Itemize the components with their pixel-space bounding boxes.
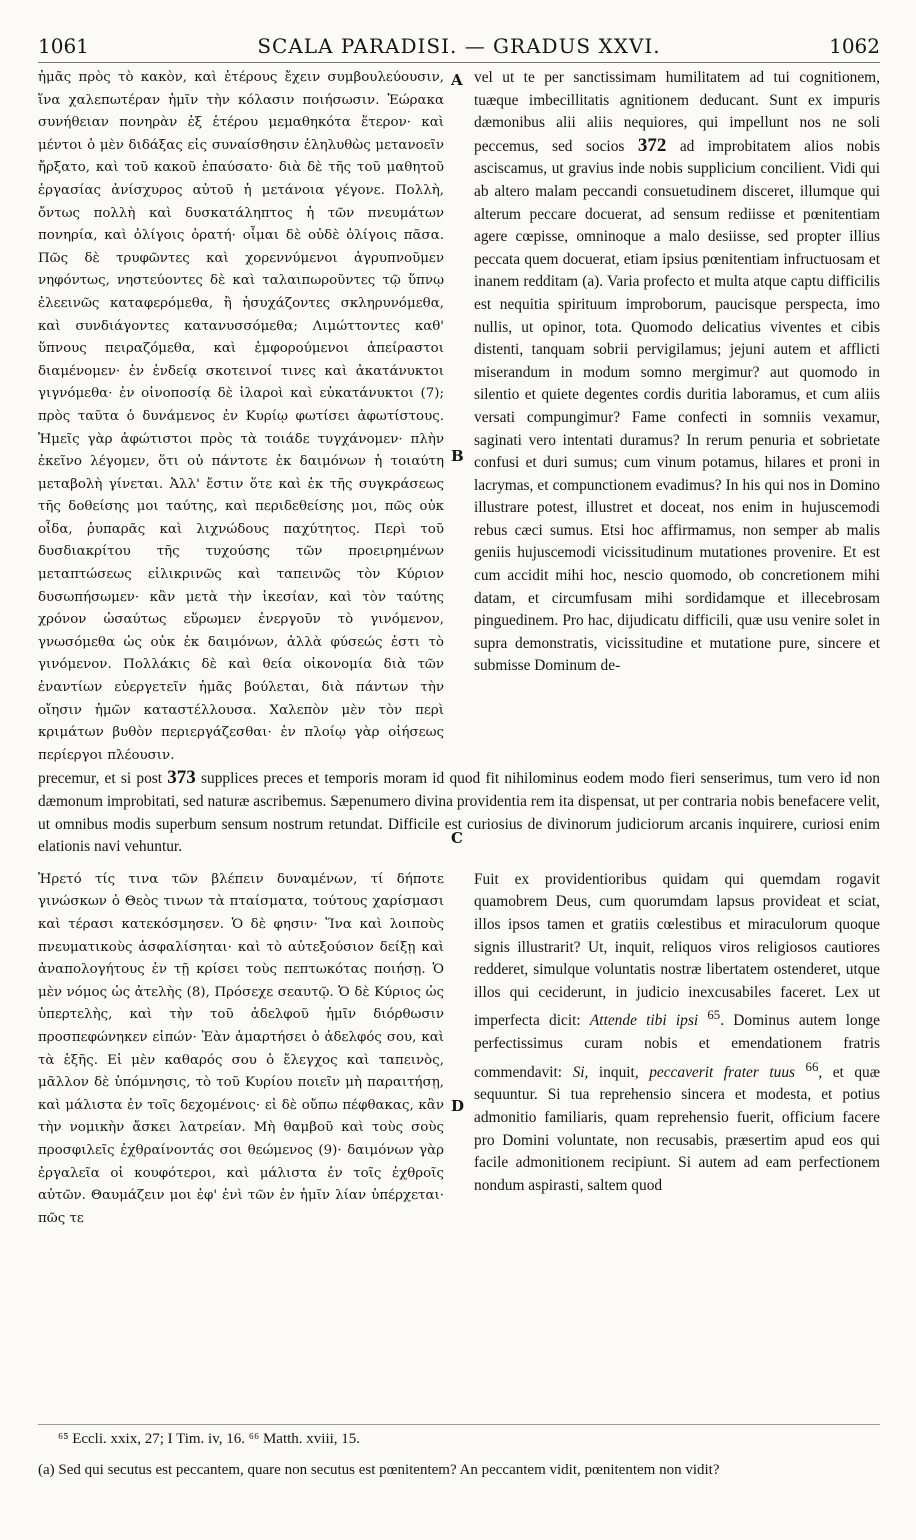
greek-text-1: ἡμᾶς πρὸς τὸ κακὸν, καὶ ἑτέρους ἔχειν συμβουλεύουσιν, ἵνα χαλεπωτέραν ἡμῖν τὴν κόλασιν ποιήσωσιν. Ἑώρακα συνήθειαν πονηρὰν ἐξ ἑτέρου μεμαθηκότα ἕτερον· καὶ μέντοι ὁ μὲν διδάξας εἰς συναίσθησιν ἐληλυθὼς μετανοεῖν ἤρξατο, καὶ τοῦ κακοῦ ἐπαύσατο· διὰ δὲ τῆς τοῦ μαθητοῦ ἐργασίας ἀνίσχυρος αὐτοῦ ἡ μετάνοια γέγονε. Πολλὴ, ὄντως πολλὴ καὶ δυσκατάληπτος ἡ τῶν πνευμάτων πονηρία, καὶ ὀλίγοις ὁρατή· οἶμαι δὲ οὐδὲ ὀλίγοις πᾶσα. Πῶς δὲ τρυφῶντες καὶ χορεννύμενοι ἀγρυπνοῦμεν νηφόντως, νηστεύοντες δὲ καὶ ταλαιπωροῦντες τῷ ὕπνῳ ἐλεεινῶς καταφερόμεθα, ἢ ἡσυχάζοντες σκληρυνόμεθα, καὶ συνδιάγοντες κατανυσσόμεθα; Λιμώττοντες καθ' ὕπνους πειραζόμεθα, καὶ ἐμφορούμενοι ἀπείραστοι διαμένομεν· ἐν ἐνδείᾳ σκοτεινοί τινες καὶ ἀκατάνυκτοι γιγνόμεθα· ἐν οἰνοποσίᾳ δὲ ἱλαροὶ καὶ εὐκατάνυκτοι (7); πρὸς ταῦτα ὁ δυνάμενος ἐν Κυρίῳ φωτίσει ἀφωτίστους. Ἡμεῖς γὰρ ἀφώτιστοι πρὸς τὰ τοιάδε τυγχάνομεν· πλὴν ἐκεῖνο λέγομεν, ὅτι οὐ πάντοτε ἐκ δαιμόνων ἡ τοιαύτη μεταβολὴ γίνεται. Ἀλλ' ἔστιν ὅτε καὶ ἐκ τῆς συγκράσεως τῆς δοθείσης μοι ταύτης, καὶ περιδεθείσης μοι, πῶς οὐκ οἶδα, ῥυπαρᾶς καὶ λιχνώδους παχύτητος. Περὶ τοῦ δυσδιακρίτου τῆς τυχούσης τῶν προειρημένων μεταπτώσεως εἰλικρινῶς καὶ ταπεινῶς τὸν Κύριον δυσωπήσωμεν· κἂν μετὰ τὴν ἱκεσίαν, καὶ τὸν ταύτης χρόνον ὡσαύτως εὕρωμεν ἐνεργοῦν τὸ γινόμενον, γνωσόμεθα ὡς οὐκ ἐκ δαιμόνων, ἀλλὰ φύσεώς ἐστι τὸ γινόμενον. Πολλάκις δὲ καὶ θεία οἰκονομία διὰ τῶν ἐναντίων εὐεργετεῖν ἡμᾶς βούλεται, διὰ πάντων τὴν οἴησιν ἡμῶν καταστέλλουσα. Χαλεπὸν μὲν τὸν περὶ κριμάτων βυθὸν περιεργάζεσθαι· ἐν πλοίῳ γὰρ οἰήσεως περίεργοι πλέουσιν. xyxy=(38,70,444,763)
marker-b: B xyxy=(451,447,464,465)
column-number-373: 373 xyxy=(167,767,196,789)
greek-column-2 xyxy=(38,869,444,1231)
page-number-left: 1061 xyxy=(38,34,89,58)
footnote-ref-66: 66 xyxy=(805,1059,819,1074)
latin-text-1 xyxy=(474,67,880,678)
running-header xyxy=(38,30,880,63)
greek-text-2: Ἠρετό τίς τινα τῶν βλέπειν δυναμένων, τί δήποτε γινώσκων ὁ Θεὸς τινων τὰ πταίσματα, τούτους χαρίσμασι καὶ τέρασι κατεκόσμησεν. Ὁ δὲ φησιν· Ἵνα καὶ λοιποὺς πνευματικοὺς ἀσφαλίσηται· καὶ τὸ αὐτεξούσιον δείξῃ καὶ ἀναπολογήτους ἐν τῇ κρίσει τοὺς πεπτωκότας ποιήσῃ. Ὁ μὲν νόμος ὡς ἀτελὴς (8), Πρόσεχε σεαυτῷ. Ὁ δὲ Κύριος ὡς ὑπερτελὴς, καὶ τὴν τοῦ ἀδελφοῦ ἡμῖν διόρθωσιν προσπεφώνηκεν εἰπών· Ἐὰν ἁμαρτήσει ὁ ἀδελφός σου, καὶ τὰ ἑξῆς. Εἰ μὲν καθαρός σου ὁ ἔλεγχος καὶ ταπεινὸς, μᾶλλον δὲ ὑπόμνησις, τὸ τοῦ Κυρίου ποιεῖν μὴ παραιτήσῃ, καὶ μάλιστα ἐν τοῖς δεχομένοις· εἰ δὲ οὔπω πέφθακας, κἂν τὴν νομικὴν ἄσκει λατρείαν. Μὴ θαμβοῦ καὶ τοὺς σοὺς προσφιλεῖς ἐχθραίνοντάς σοι θεώμενος (9)· δαιμόνων γὰρ ἐργαλεῖα οἱ κουφότεροι, καὶ μάλιστα ἐν τοῖς ἐχθροῖς αὐτῶν. Θαυμάζειν μοι ἐφ' ἑνὶ τῶν ἐν ἡμῖν λίαν ὑπέρχεται· πῶς τε xyxy=(38,871,444,1226)
marker-d: D xyxy=(451,1096,465,1115)
latin-column-2 xyxy=(474,869,880,1231)
latin-2d: , et quæ sequuntur. Si tua reprehensio sincera et modesta, et potius admonitio familiaris, quam reprehensio fuerit, officium facere pro Domini voluntate, non recusabis, præsertim apud eos qui facile admonitionem recipiunt. Si autem ad eam perfectionem nondum aspirasti, saltem quod xyxy=(474,1063,880,1194)
latin-column-1 xyxy=(474,67,880,767)
footnote-a: (a) Sed qui secutus est peccantem, quare non secutus est pœnitentem? An peccantem vidit, pœnitentem non vidit? xyxy=(38,1462,720,1478)
latin-2c: inquit, xyxy=(598,1063,639,1081)
quote-si: Si, xyxy=(572,1063,589,1081)
marker-c: C xyxy=(451,829,463,847)
margin-markers-1 xyxy=(449,67,469,847)
latin-2b: . Dominus autem longe perfectissimus curam nobis et emendationem fratris commendavit: xyxy=(474,1012,880,1081)
latin-2a: Fuit ex providentioribus quidam qui quemdam rogavit quamobrem Deus, cum quorumdam lapsus provideat et sciat, illos ipsos tamen et gratiis cœlestibus et miraculorum quoque signis illustrarit? Ut, inquit, reliquos viros religiosos cautiores redderet, simulque voluntatis nostræ libertatem ostenderet, utque illos qui ceciderunt, in judicio inexcusabiles faceret. Lex ut imperfecta dicit: xyxy=(474,870,880,1030)
latin-text-1b: ad improbitatem alios nobis asciscamus, ut gravius inde nobis supplicium concilient. Vidi qui ab altero malam peccandi consuetudinem disceret, illumque qui alterum peccare docuerat, ad sensum rediisse et pœnitentiam agere cœpisse, omninoque a malo desiisse, sed propter illius peccata quem docuerat, etiam ipsius pœnitentiam infructuosam et inanem redditam (a). Varia profecto et multa atque captu difficilis est nequitia spirituum improborum, paucisque perspecta, imo nullis, ut opinor, tota. Quomodo delicatius viventes et cibis distenti, tanquam sobrii pervigilamus; jejuni autem et afflicti miserandum in modum somno mergimur? aut quomodo in silentio et quiete degentes cordis duritia laboramus, et cum aliis versati compungimur? Fame confecti in somniis vexamur, saginati vero intentati duramus? In rerum penuria et sobrietate confusi et duri sumus; cum vinum potamus, hilares et proni in lacrymas, et compunctionem evadimus? In his qui nos in Domino illustrare potest, illustret et doceat, nos enim in hujuscemodi rebus cæci sumus. Etsi hoc affirmamus, non semper ab malis geniis hujuscemodi vicissitudinum mutationes provenire. Et est cum accidit mihi hoc, nescio quomodo, ob concretionem mihi datam, et circumfusam mihi sordidamque et illecebrosam pinguedinem. Pro hac, dijudicatu difficili, quæ usu venire solet in supra demonstratis, vicissitudine et mutatione pure, sincere et submisse Dominum de- xyxy=(474,137,880,675)
full-width-b: supplices preces et temporis moram id quod fit nihilominus eodem modo fieri senserimus, tum vero id non dæmonum improbitati, sed naturæ ascribemus. Sæpenumero divina providentia rem ita dispensat, ut per contraria nobis benefacere velit, ut omnibus modis superbum sensum nostrum retundat. Difficile est curiosius de divinorum judiciorum arcanis inquirere, curiosi enim elationis navi vehuntur. xyxy=(38,770,880,856)
latin-text-1a: vel ut te per sanctissimam humilitatem ad tui cognitionem, tuæque imbecillitatis agnitionem deducant. Sunt ex impuris dæmonibus alii aliis nequiores, qui impellunt nos ne soli peccemus, sed socios xyxy=(474,69,880,155)
running-title: SCALA PARADISI. — GRADUS XXVI. xyxy=(257,34,661,58)
scripture-references: ⁶⁵ Eccli. xxix, 27; I Tim. iv, 16. ⁶⁶ Matth. xviii, 15. xyxy=(58,1431,361,1447)
quote-attende: Attende tibi ipsi xyxy=(589,1012,699,1030)
latin-text-2 xyxy=(474,869,880,1198)
full-width-a: precemur, et si post xyxy=(38,770,163,788)
margin-markers-2 xyxy=(449,869,469,1231)
page xyxy=(38,30,880,1230)
section-2-columns xyxy=(38,869,880,1231)
quote-peccaverit: peccaverit frater tuus xyxy=(649,1063,796,1081)
column-number-372: 372 xyxy=(637,134,667,156)
greek-column-1 xyxy=(38,67,444,767)
marker-a: A xyxy=(451,71,463,89)
footnotes xyxy=(38,1424,880,1481)
footnote-ref-65: 65 xyxy=(707,1008,721,1023)
page-number-right: 1062 xyxy=(829,34,880,58)
